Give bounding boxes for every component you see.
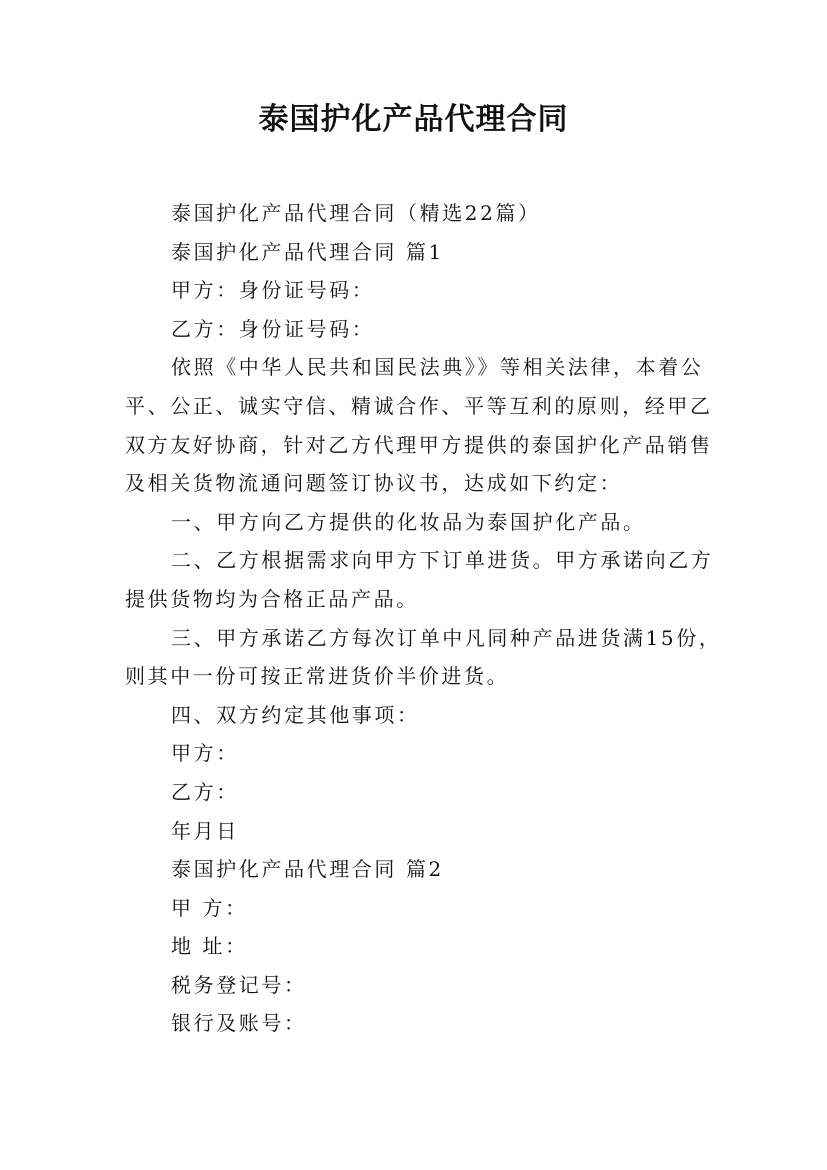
text-line: 四、双方约定其他事项： xyxy=(171,702,420,727)
text-line: 泰国护化产品代理合同（精选22篇） xyxy=(171,201,541,225)
text-line: 泰国护化产品代理合同 篇2 xyxy=(171,857,444,882)
text-line: 双方友好协商，针对乙方代理甲方提供的泰国护化产品销售 xyxy=(125,432,713,457)
text-line: 地 址： xyxy=(171,934,248,959)
text-line: 甲 方： xyxy=(171,895,248,920)
document-title: 泰国护化产品代理合同 xyxy=(258,102,569,137)
text-line: 提供货物均为合格正品产品。 xyxy=(125,586,419,611)
text-line: 平、公正、诚实守信、精诚合作、平等互利的原则，经甲乙 xyxy=(125,393,713,418)
text-line: 三、甲方承诺乙方每次订单中凡同种产品进货满15份， xyxy=(171,625,722,650)
text-line: 税务登记号： xyxy=(171,972,307,997)
text-line: 乙方： xyxy=(171,779,239,804)
text-line: 则其中一份可按正常进货价半价进货。 xyxy=(125,664,510,689)
text-line: 甲方： xyxy=(171,741,239,766)
text-line: 年月日 xyxy=(171,818,239,843)
text-line: 及相关货物流通问题签订协议书，达成如下约定： xyxy=(125,471,623,496)
text-line: 乙方：身份证号码： xyxy=(171,316,375,341)
text-line: 甲方：身份证号码： xyxy=(171,278,375,303)
text-line: 依照《中华人民共和国民法典》》等相关法律，本着公 xyxy=(171,355,704,380)
document-body xyxy=(125,194,722,1043)
text-line: 银行及账号： xyxy=(171,1011,307,1036)
text-line: 二、乙方根据需求向甲方下订单进货。甲方承诺向乙方 xyxy=(171,548,714,573)
text-line: 泰国护化产品代理合同 篇1 xyxy=(171,239,444,264)
text-line: 一、甲方向乙方提供的化妆品为泰国护化产品。 xyxy=(171,509,646,534)
